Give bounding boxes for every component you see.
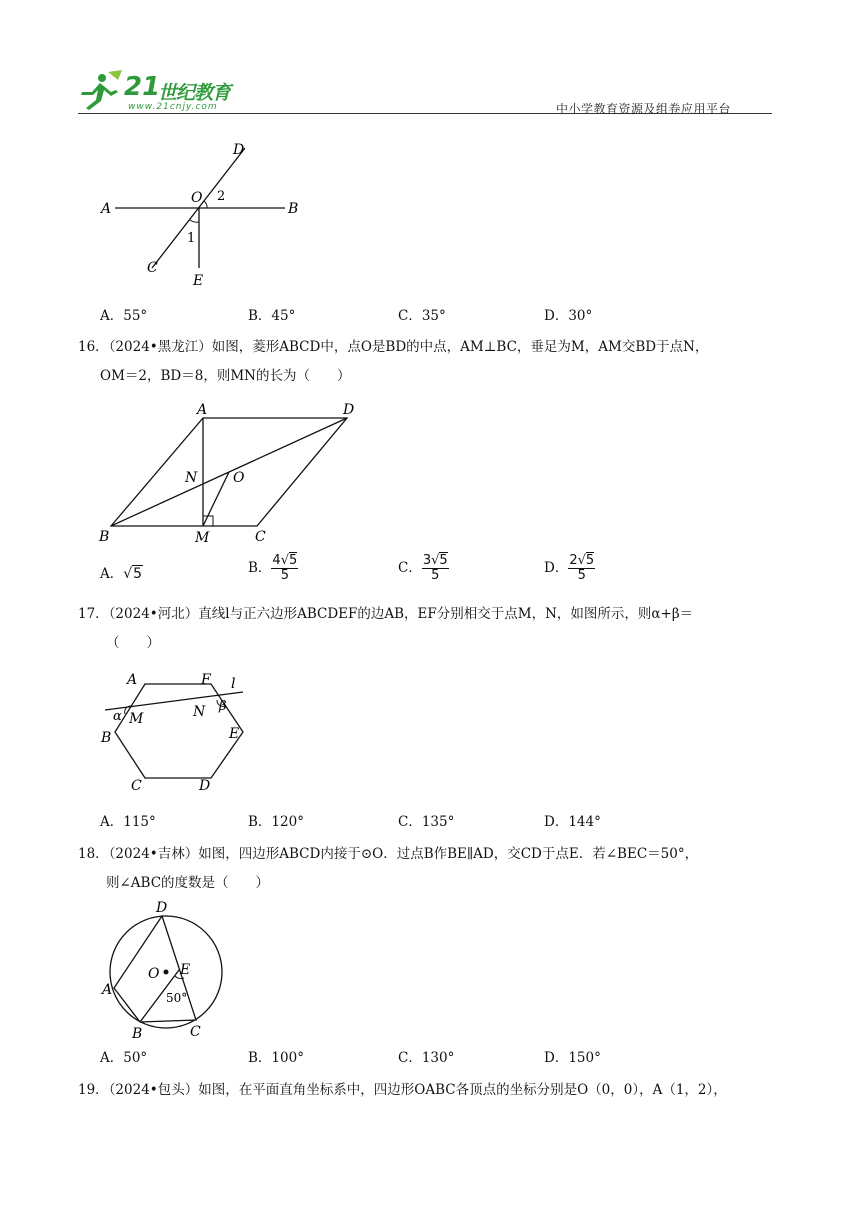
- q15-angle-2: 2: [217, 189, 226, 204]
- q16-option-d-prefix: D．: [544, 560, 569, 576]
- logo-number: 21: [124, 72, 161, 102]
- q16-option-c-radicand: 5: [439, 553, 448, 568]
- q16-option-d[interactable]: [544, 554, 595, 583]
- q17-label-e: E: [229, 726, 240, 742]
- q17-label-l: l: [231, 676, 236, 692]
- q16-label-d: D: [343, 402, 355, 418]
- q17-source: （2024•河北）: [108, 606, 199, 622]
- q15-label-d: D: [233, 142, 245, 158]
- q17-label-f: F: [201, 672, 211, 688]
- q15-option-c[interactable]: C．35°: [398, 308, 446, 324]
- q17-label-d: D: [199, 778, 211, 794]
- q16-option-b-den: 5: [280, 568, 289, 583]
- q15-angle-1: 1: [187, 231, 196, 246]
- q18-label-b: B: [132, 1026, 143, 1040]
- q16-label-o: O: [233, 470, 245, 486]
- q17-label-c: C: [131, 778, 142, 794]
- q16-option-d-coef: 2: [569, 553, 578, 568]
- q18-source: （2024•吉林）: [108, 846, 199, 862]
- q18-stem: [78, 844, 798, 893]
- q16-option-a-prefix: A．: [100, 566, 124, 582]
- q18-option-a[interactable]: A．50°: [100, 1050, 148, 1066]
- q18-number: 18．: [78, 846, 109, 862]
- q18-label-c: C: [190, 1024, 201, 1040]
- q16-option-b-fraction: $\frac{4√5}{5}$: [272, 553, 298, 583]
- q17-text-line1: 直线l与正六边形ABCDEF的边AB，EF分别相交于点M，N，如图所示，则α+β＝: [198, 606, 694, 622]
- header: [78, 66, 772, 116]
- q19-number: 19．: [78, 1082, 109, 1098]
- q16-option-a-radicand: 5: [133, 566, 143, 582]
- q18-option-d[interactable]: D．150°: [544, 1050, 601, 1066]
- q16-option-c[interactable]: [398, 554, 449, 583]
- q15-option-a[interactable]: A．55°: [100, 308, 148, 324]
- q16-option-a-radical: √5: [123, 566, 143, 582]
- q18-label-e: E: [180, 962, 191, 978]
- q18-option-c[interactable]: C．130°: [398, 1050, 455, 1066]
- q19-source: （2024•包头）: [108, 1082, 199, 1098]
- q17-label-beta: β: [219, 699, 227, 714]
- q17-option-b[interactable]: B．120°: [248, 814, 304, 830]
- q18-angle-label: 50°: [166, 991, 188, 1005]
- q18-figure: [98, 898, 234, 1040]
- q15-option-d[interactable]: D．30°: [544, 308, 593, 324]
- q17-label-b: B: [101, 730, 112, 746]
- q17-figure: [95, 670, 255, 798]
- q16-option-b-prefix: B．: [248, 560, 272, 576]
- q16-label-c: C: [255, 529, 266, 545]
- q16-label-m: M: [195, 530, 210, 546]
- q16-option-d-radicand: 5: [585, 553, 595, 568]
- q16-option-d-fraction: $\frac{2√5}{5}$: [569, 553, 595, 583]
- q19-stem: [78, 1080, 798, 1100]
- q17-option-c[interactable]: C．135°: [398, 814, 455, 830]
- header-divider: [78, 113, 772, 114]
- q17-option-a[interactable]: A．115°: [100, 814, 156, 830]
- q16-option-c-prefix: C．: [398, 560, 422, 576]
- q17-label-m: M: [129, 711, 144, 727]
- q16-number: 16．: [78, 339, 109, 355]
- q18-text-line2: 则∠ABC的度数是（ ）: [106, 875, 270, 891]
- q16-option-b-coef: 4: [272, 553, 281, 568]
- q15-label-c: C: [147, 260, 158, 276]
- q16-option-d-den: 5: [577, 568, 586, 583]
- q18-label-a: A: [102, 982, 113, 998]
- q17-label-n: N: [193, 704, 206, 720]
- q15-figure: [95, 138, 315, 290]
- q15-label-b: B: [288, 201, 299, 217]
- q16-stem: [78, 337, 798, 386]
- runner-logo-icon: [78, 70, 126, 110]
- q16-source: （2024•黑龙江）: [108, 339, 212, 355]
- q18-option-b[interactable]: B．100°: [248, 1050, 304, 1066]
- q15-option-b[interactable]: B．45°: [248, 308, 296, 324]
- platform-name: 中小学教育资源及组卷应用平台: [556, 102, 732, 116]
- q16-option-a[interactable]: [100, 562, 143, 582]
- q15-label-a: A: [101, 201, 112, 217]
- q16-label-b: B: [99, 529, 110, 545]
- q15-label-o: O: [191, 190, 203, 206]
- q15-label-e: E: [193, 273, 204, 289]
- q16-figure: [95, 398, 375, 548]
- q16-option-c-coef: 3: [422, 553, 432, 568]
- q17-label-a: A: [127, 672, 138, 688]
- q17-option-d[interactable]: D．144°: [544, 814, 601, 830]
- q18-label-d: D: [156, 900, 168, 916]
- q18-label-o: O: [148, 966, 160, 982]
- q16-option-b-radicand: 5: [289, 553, 298, 568]
- logo-url: www.21cnjy.com: [128, 102, 218, 112]
- q16-option-c-den: 5: [431, 568, 440, 583]
- q17-text-line2: （ ）: [106, 635, 160, 651]
- q16-label-n: N: [185, 470, 198, 486]
- q16-text-line2: OM＝2，BD＝8，则MN的长为（ ）: [100, 368, 351, 384]
- q18-text-line1: 如图，四边形ABCD内接于⊙O．过点B作BE∥AD，交CD于点E．若∠BEC＝50°，: [198, 846, 699, 862]
- q16-option-c-fraction: $\frac{3√5}{5}$: [422, 553, 448, 583]
- q17-label-alpha: α: [113, 709, 122, 724]
- q16-text-line1: 如图，菱形ABCD中，点O是BD的中点，AM⊥BC，垂足为M，AM交BD于点N，: [211, 339, 709, 355]
- q16-label-a: A: [197, 402, 208, 418]
- q19-text-line1: 如图，在平面直角坐标系中，四边形OABC各顶点的坐标分别是O（0，0），A（1，2），: [198, 1082, 727, 1098]
- q16-option-b[interactable]: [248, 554, 298, 583]
- q17-number: 17．: [78, 606, 109, 622]
- q17-stem: [78, 604, 798, 653]
- logo-text: 世纪教育: [158, 82, 231, 104]
